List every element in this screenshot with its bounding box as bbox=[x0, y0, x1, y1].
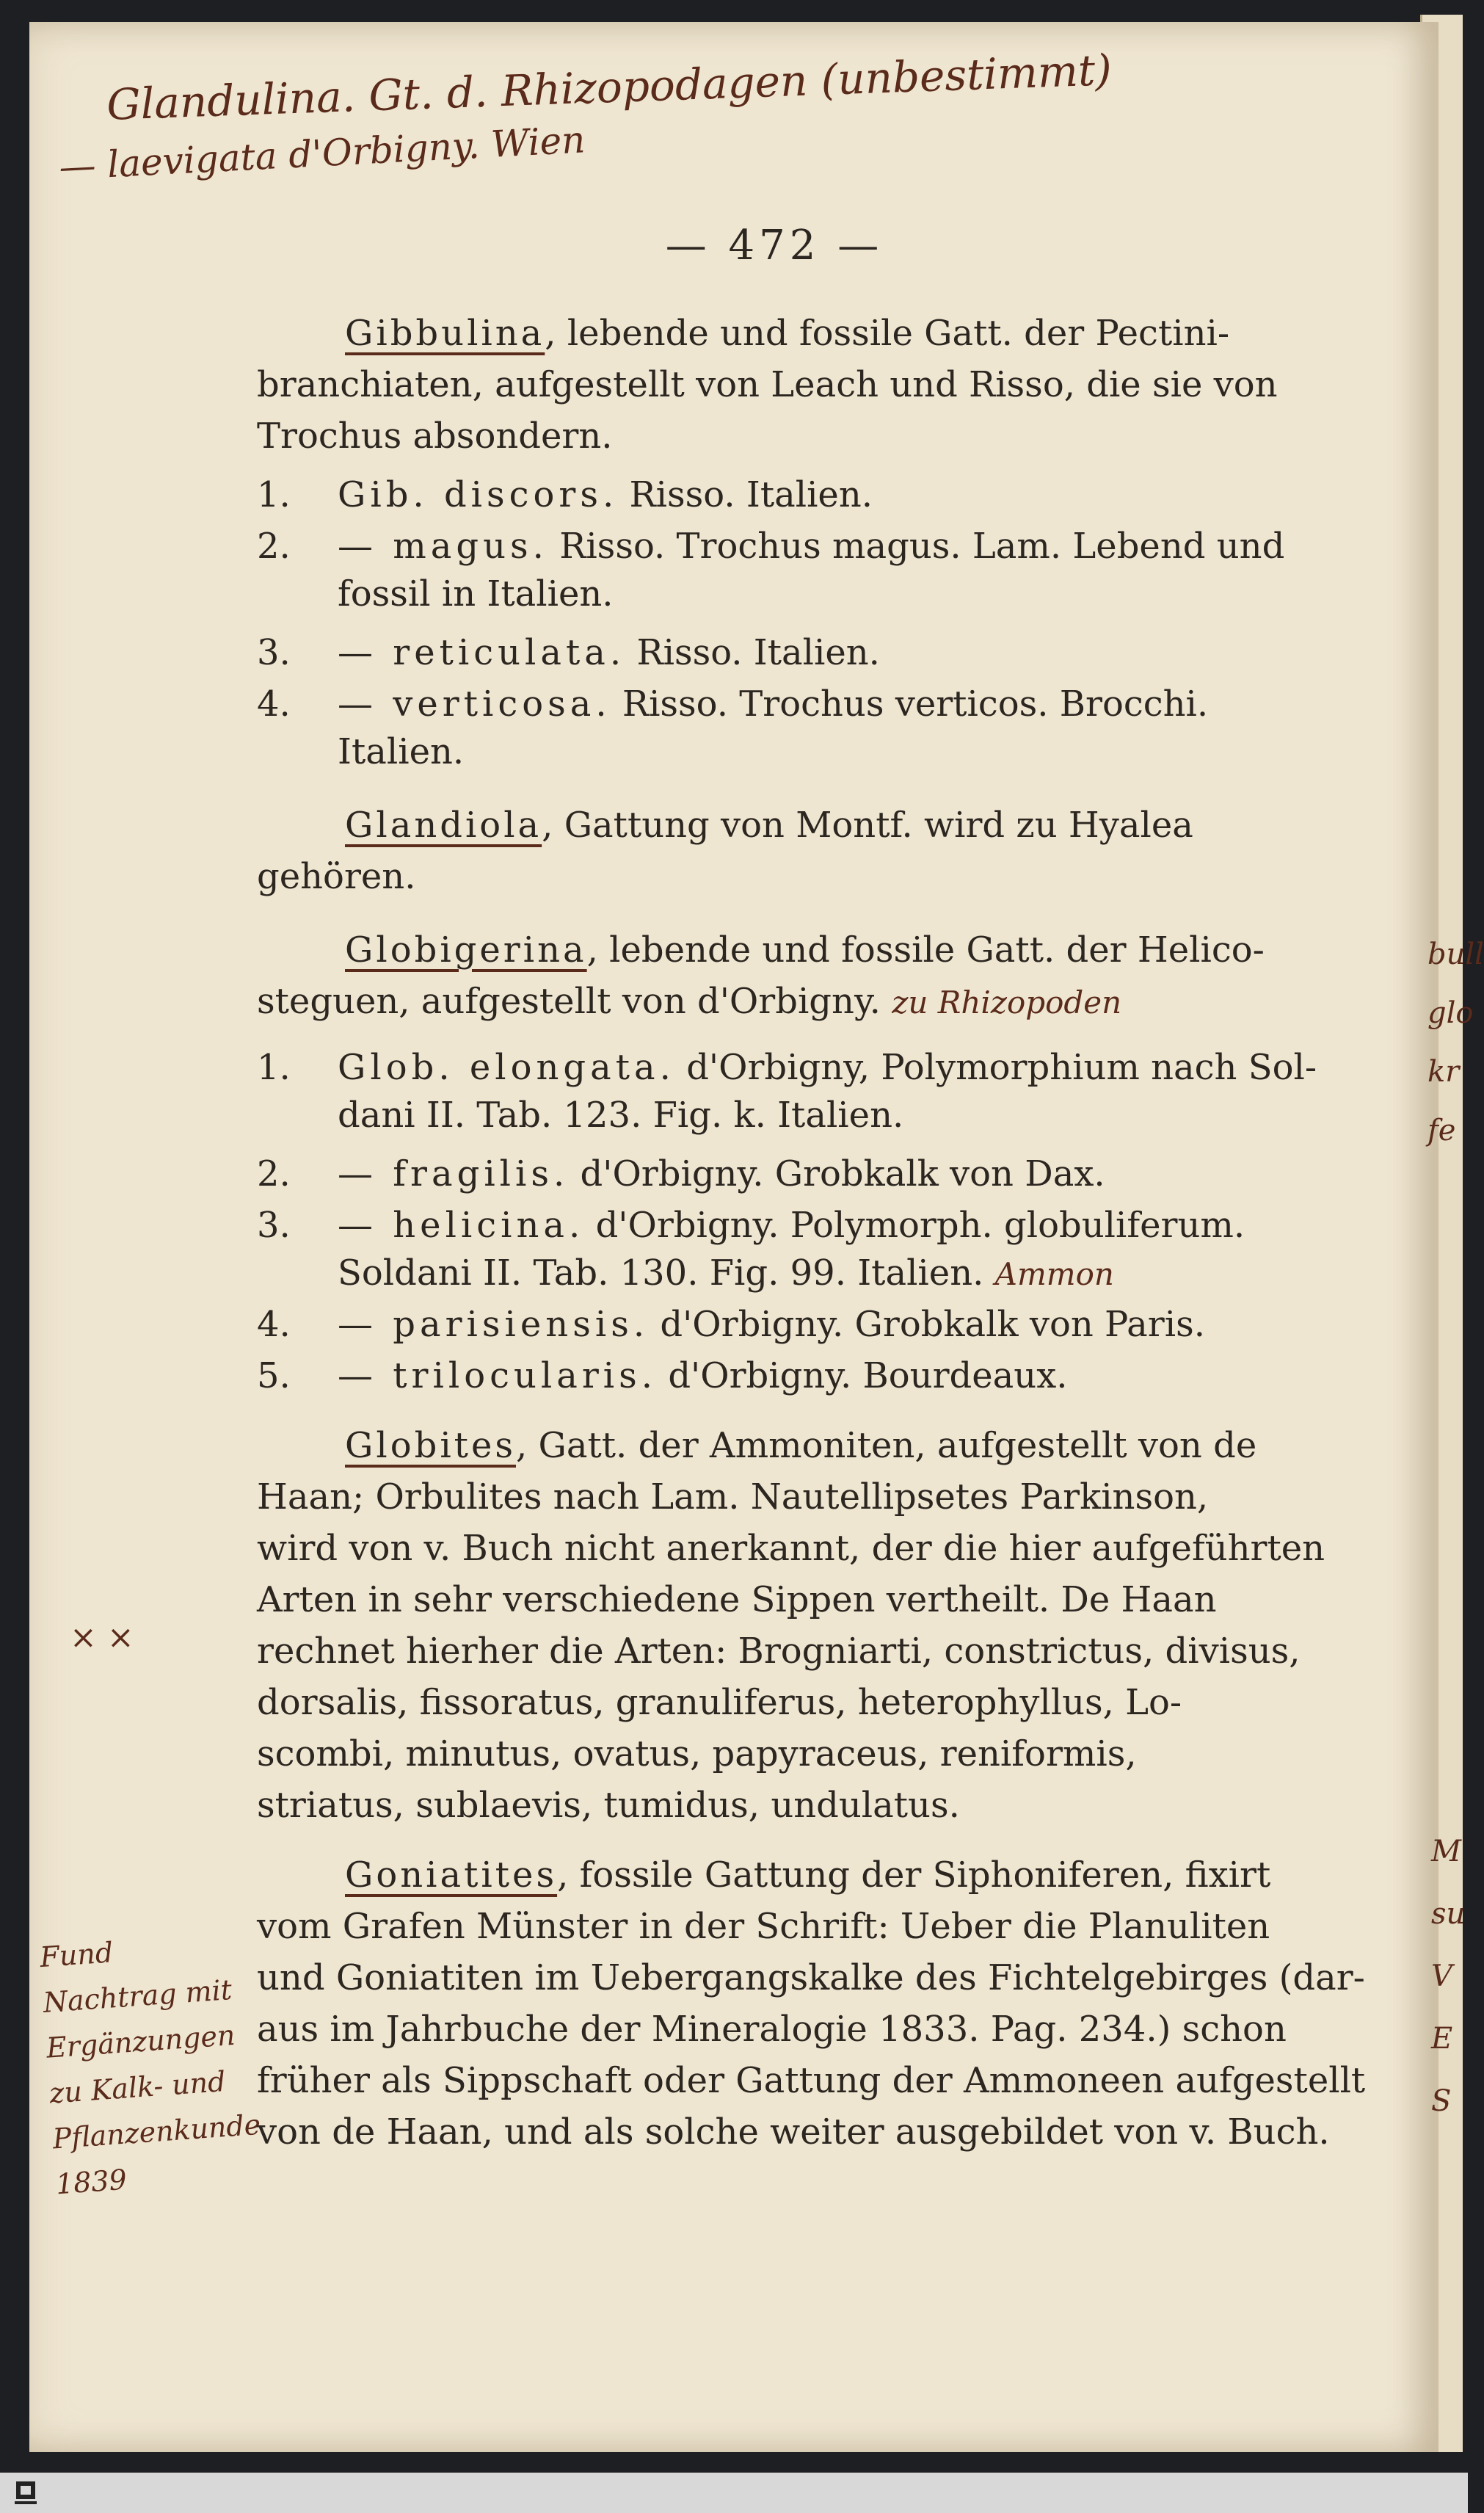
entry-text-line: früher als Sippschaft oder Gattung der Ammoneen aufgestellt bbox=[257, 2060, 1366, 2101]
list-item bbox=[257, 1042, 1317, 1093]
handwritten-margin-cross: × × bbox=[70, 1619, 134, 1656]
entry-text-line: Haan; Orbulites nach Lam. Nautellipsetes Parkinson, bbox=[257, 1476, 1209, 1517]
item-number: 2. bbox=[257, 1153, 291, 1194]
entry-heading: Glandiola bbox=[345, 805, 542, 846]
entry-text-line: wird von v. Buch nicht anerkannt, der die hier aufgeführten bbox=[257, 1528, 1325, 1569]
entry-text-line: vom Grafen Münster in der Schrift: Ueber die Planuliten bbox=[257, 1906, 1270, 1947]
species-name: — trilocularis. bbox=[338, 1355, 658, 1396]
item-number: 3. bbox=[257, 1205, 291, 1246]
library-logo-icon bbox=[13, 2478, 38, 2506]
entry-text: , lebende und fossile Gatt. der Pectini- bbox=[545, 313, 1230, 354]
entry-text-line: rechnet hierher die Arten: Brogniarti, constrictus, divisus, bbox=[257, 1631, 1301, 1672]
page-number: — 472 — bbox=[665, 222, 884, 269]
list-item bbox=[257, 1299, 1205, 1350]
entry-text-line: von de Haan, und als solche weiter ausgebildet von v. Buch. bbox=[257, 2111, 1330, 2153]
item-text: d'Orbigny. Grobkalk von Paris. bbox=[660, 1304, 1205, 1345]
item-text: Soldani II. Tab. 130. Fig. 99. Italien. bbox=[338, 1252, 984, 1294]
entry-heading: Globigerina bbox=[345, 929, 587, 971]
item-text: d'Orbigny. Polymorph. globuliferum. bbox=[595, 1205, 1245, 1246]
entry-globigerina-line-1 bbox=[257, 925, 1265, 976]
entry-text-line: scombi, minutus, ovatus, papyraceus, reniformis, bbox=[257, 1733, 1137, 1774]
species-name: — reticulata. bbox=[338, 632, 626, 673]
species-name: — helicina. bbox=[338, 1205, 585, 1246]
list-item bbox=[257, 521, 1284, 572]
entry-goniatites-line-1 bbox=[257, 1850, 1270, 1901]
entry-globites-line-1 bbox=[257, 1421, 1256, 1471]
entry-text-line: und Goniatiten im Uebergangskalke des Fichtelgebirges (dar- bbox=[257, 1957, 1365, 1998]
entry-text: , lebende und fossile Gatt. der Helico- bbox=[586, 929, 1265, 971]
entry-globigerina-line-2 bbox=[257, 976, 1121, 1028]
list-item-continuation bbox=[338, 1248, 1114, 1299]
species-name: Glob. elongata. bbox=[338, 1047, 675, 1088]
handwritten-inline-note: Ammon bbox=[994, 1256, 1114, 1292]
entry-gibbulina-line-1 bbox=[257, 308, 1229, 359]
species-name: — magus. bbox=[338, 526, 548, 567]
entry-glandiola-line-2: gehören. bbox=[257, 856, 416, 897]
entry-text-line: Arten in sehr verschiedene Sippen vertheilt. De Haan bbox=[257, 1579, 1217, 1620]
item-text: d'Orbigny. Bourdeaux. bbox=[668, 1355, 1068, 1396]
item-text: Risso. Italien. bbox=[629, 474, 873, 515]
list-item-continuation: Italien. bbox=[338, 731, 465, 772]
species-name: — verticosa. bbox=[338, 683, 611, 725]
handwritten-margin-note-bottom: Fund Nachtrag mit Ergänzungen zu Kalk- und Pflanzenkunde 1839 bbox=[38, 1936, 262, 2201]
entry-glandiola-line-1 bbox=[257, 800, 1193, 851]
entry-text-line: striatus, sublaevis, tumidus, undulatus. bbox=[257, 1785, 960, 1826]
item-number: 4. bbox=[257, 1304, 291, 1345]
entry-gibbulina-line-3: Trochus absondern. bbox=[257, 416, 613, 457]
species-name: — parisiensis. bbox=[338, 1304, 650, 1345]
species-name: Gib. discors. bbox=[338, 474, 619, 515]
item-number: 5. bbox=[257, 1355, 291, 1396]
item-number: 1. bbox=[257, 1047, 291, 1088]
species-name: — fragilis. bbox=[338, 1153, 570, 1194]
item-text: Risso. Italien. bbox=[636, 632, 880, 673]
entry-text: , fossile Gattung der Siphoniferen, fixirt bbox=[557, 1854, 1271, 1896]
item-number: 1. bbox=[257, 474, 291, 515]
item-text: Risso. Trochus magus. Lam. Lebend und bbox=[559, 526, 1285, 567]
entry-heading: Globites bbox=[345, 1425, 516, 1466]
list-item bbox=[257, 628, 880, 678]
entry-text: steguen, aufgestellt von d'Orbigny. bbox=[257, 981, 881, 1022]
handwritten-note-top-1: Glandulina. Gt. d. Rhizopodagen (unbestimmt) bbox=[106, 45, 1113, 130]
item-text: d'Orbigny, Polymorphium nach Sol- bbox=[686, 1047, 1317, 1088]
handwritten-note-top-2: — laevigata d'Orbigny. Wien bbox=[57, 118, 586, 189]
list-item-continuation: fossil in Italien. bbox=[338, 573, 614, 614]
entry-text: , Gatt. der Ammoniten, aufgestellt von de bbox=[516, 1425, 1257, 1466]
entry-text-line: dorsalis, fissoratus, granuliferus, heterophyllus, Lo- bbox=[257, 1682, 1182, 1723]
item-number: 4. bbox=[257, 683, 291, 725]
item-text: Risso. Trochus verticos. Brocchi. bbox=[622, 683, 1209, 725]
handwritten-margin-right-2: M su V E S bbox=[1431, 1835, 1466, 2118]
item-number: 3. bbox=[257, 632, 291, 673]
list-item bbox=[257, 1149, 1105, 1200]
entry-heading: Goniatites bbox=[345, 1854, 558, 1896]
entry-text-line: aus im Jahrbuche der Mineralogie 1833. Pag. 234.) schon bbox=[257, 2009, 1287, 2050]
list-item-continuation: dani II. Tab. 123. Fig. k. Italien. bbox=[338, 1095, 904, 1136]
entry-text: , Gattung von Montf. wird zu Hyalea bbox=[542, 805, 1193, 846]
list-item bbox=[257, 470, 873, 521]
item-number: 2. bbox=[257, 526, 291, 567]
entry-gibbulina-line-2: branchiaten, aufgestellt von Leach und Risso, die sie von bbox=[257, 364, 1278, 405]
handwritten-inline-note: zu Rhizopoden bbox=[892, 984, 1122, 1020]
entry-heading: Gibbulina bbox=[345, 313, 545, 354]
list-item bbox=[257, 679, 1208, 730]
list-item bbox=[257, 1351, 1068, 1401]
scanner-footer-strip bbox=[0, 2473, 1468, 2513]
handwritten-margin-right-1: bull glo kr fe bbox=[1427, 938, 1484, 1147]
list-item bbox=[257, 1200, 1245, 1251]
item-text: d'Orbigny. Grobkalk von Dax. bbox=[580, 1153, 1105, 1194]
